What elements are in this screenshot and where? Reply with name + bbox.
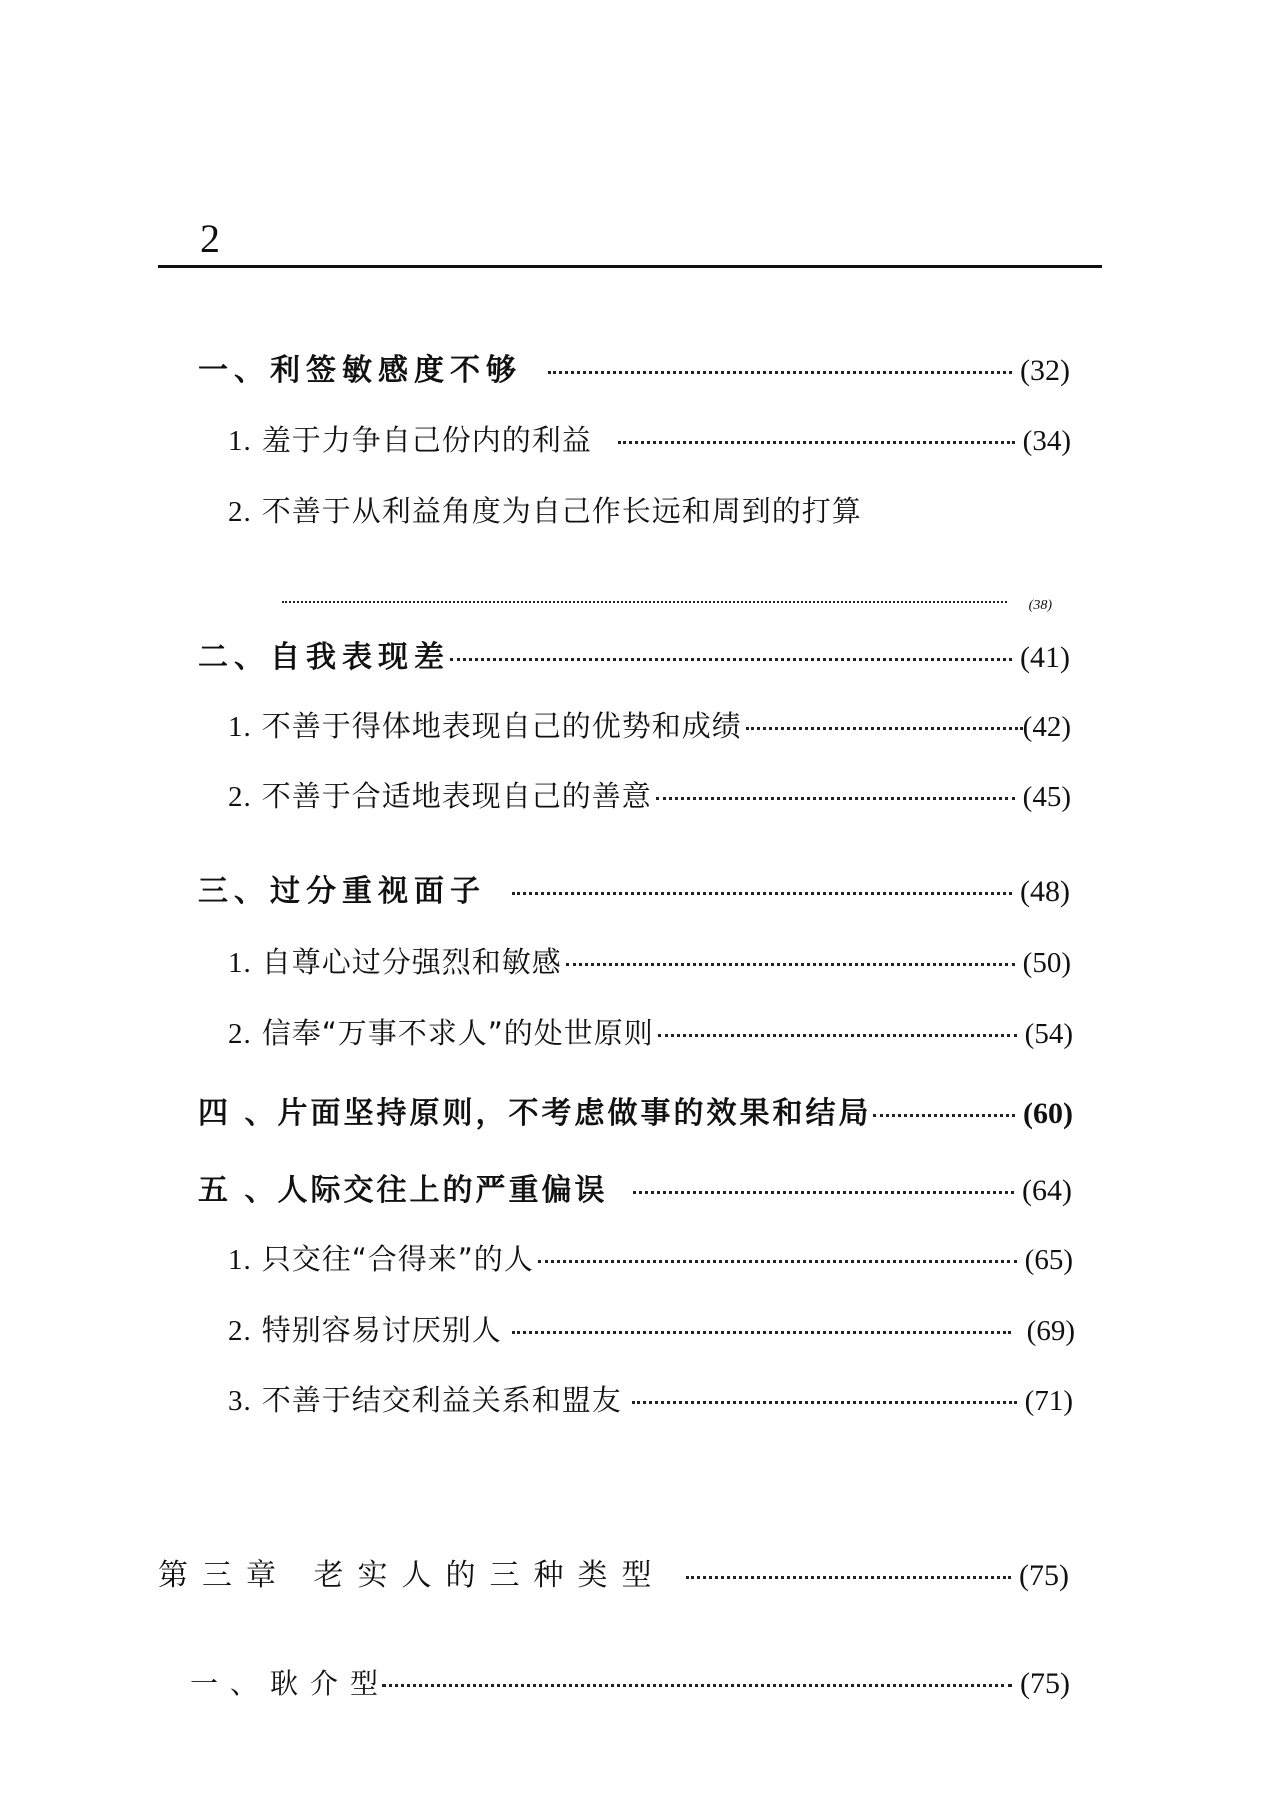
toc-entry-page: (45)	[1022, 781, 1071, 813]
dot-leader	[632, 1401, 1017, 1404]
dot-leader	[618, 441, 1015, 444]
toc-entry-title: 二、自我表现差	[198, 640, 450, 675]
dot-leader	[548, 371, 1012, 374]
toc-entry[interactable]	[228, 418, 1071, 459]
toc-entry-number: 3.	[228, 1385, 252, 1417]
toc-entry-title: 第三章 老实人的三种类型	[158, 1558, 666, 1593]
dot-leader	[538, 1260, 1017, 1263]
toc-entry-page: (75)	[1019, 1559, 1069, 1592]
toc-entry-page: (38)	[1028, 598, 1052, 613]
toc-entry-title: 五 、人际交往上的严重偏误	[198, 1173, 608, 1208]
toc-entry-title: 信奉“万事不求人”的处世原则	[261, 1016, 654, 1050]
dot-leader	[746, 727, 1023, 730]
toc-entry-title: 四 、片面坚持原则，不考虑做事的效果和结局	[198, 1096, 872, 1131]
dot-leader	[633, 1191, 1014, 1194]
toc-entry[interactable]	[228, 1308, 1075, 1349]
toc-entry[interactable]	[228, 940, 1071, 981]
toc-entry-title: 自尊心过分强烈和敏感	[261, 945, 562, 979]
toc-entry-continuation	[282, 598, 1052, 614]
toc-entry-title: 一、耿介型	[190, 1667, 391, 1700]
toc-entry[interactable]	[198, 632, 1070, 676]
toc-entry-page: (60)	[1023, 1097, 1073, 1130]
toc-entry[interactable]	[190, 1662, 1070, 1702]
toc-entry-number: 2.	[228, 496, 252, 528]
toc-entry-page: (41)	[1020, 641, 1070, 674]
toc-entry-title: 特别容易讨厌别人	[261, 1313, 502, 1347]
toc-entry[interactable]	[198, 345, 1070, 389]
toc-entry-number: 2.	[228, 781, 252, 813]
toc-entry[interactable]	[198, 1088, 1073, 1132]
toc-entry-number: 1.	[228, 425, 252, 457]
toc-entry-number: 2.	[228, 1315, 252, 1347]
toc-entry-page: (75)	[1020, 1667, 1070, 1700]
toc-entry-number: 1.	[228, 1244, 252, 1276]
toc-entry-title: 不善于得体地表现自己的优势和成绩	[261, 709, 742, 743]
toc-entry[interactable]	[228, 1237, 1073, 1278]
toc-entry-page: (69)	[1026, 1315, 1075, 1347]
toc-entry-page: (50)	[1022, 947, 1071, 979]
dot-leader	[512, 892, 1012, 895]
toc-entry-page: (54)	[1024, 1018, 1073, 1050]
dot-leader	[658, 1034, 1017, 1037]
toc-entry[interactable]	[228, 774, 1071, 815]
toc-entry[interactable]	[228, 1378, 1073, 1419]
toc-entry-title: 只交往“合得来”的人	[261, 1242, 534, 1276]
dot-leader	[686, 1576, 1011, 1579]
toc-entry-title: 不善于结交利益关系和盟友	[261, 1383, 622, 1417]
toc-entry-page: (32)	[1020, 354, 1070, 387]
toc-entry[interactable]	[228, 704, 1071, 745]
toc-entry[interactable]	[198, 1165, 1072, 1209]
toc-entry-page: (48)	[1020, 875, 1070, 908]
dot-leader	[450, 658, 1012, 661]
dot-leader	[656, 797, 1015, 800]
toc-entry[interactable]	[228, 489, 862, 530]
toc-entry-page: (34)	[1022, 425, 1071, 457]
toc-entry-page: (64)	[1022, 1174, 1072, 1207]
toc-entry-number: 1.	[228, 711, 252, 743]
dot-leader	[382, 1684, 1012, 1687]
dot-leader	[282, 601, 1007, 603]
header-rule	[158, 265, 1102, 268]
dot-leader	[512, 1331, 1011, 1334]
dot-leader	[566, 963, 1015, 966]
toc-entry-number: 2.	[228, 1018, 252, 1050]
toc-entry-page: (71)	[1024, 1385, 1073, 1417]
toc-entry-page: (42)	[1022, 711, 1071, 743]
toc-entry-title: 不善于合适地表现自己的善意	[261, 779, 652, 813]
toc-entry-title: 三、过分重视面子	[198, 874, 486, 909]
toc-entry-title: 羞于力争自己份内的利益	[261, 423, 592, 457]
page-number: 2	[200, 216, 220, 261]
toc-entry[interactable]	[198, 866, 1070, 910]
dot-leader	[873, 1114, 1015, 1117]
toc-entry-number: 1.	[228, 947, 252, 979]
toc-entry[interactable]	[228, 1011, 1073, 1052]
toc-entry-title: 不善于从利益角度为自己作长远和周到的打算	[261, 494, 862, 528]
toc-chapter-entry[interactable]	[158, 1550, 1069, 1594]
toc-entry-title: 一、利签敏感度不够	[198, 353, 522, 388]
toc-entry-page: (65)	[1024, 1244, 1073, 1276]
